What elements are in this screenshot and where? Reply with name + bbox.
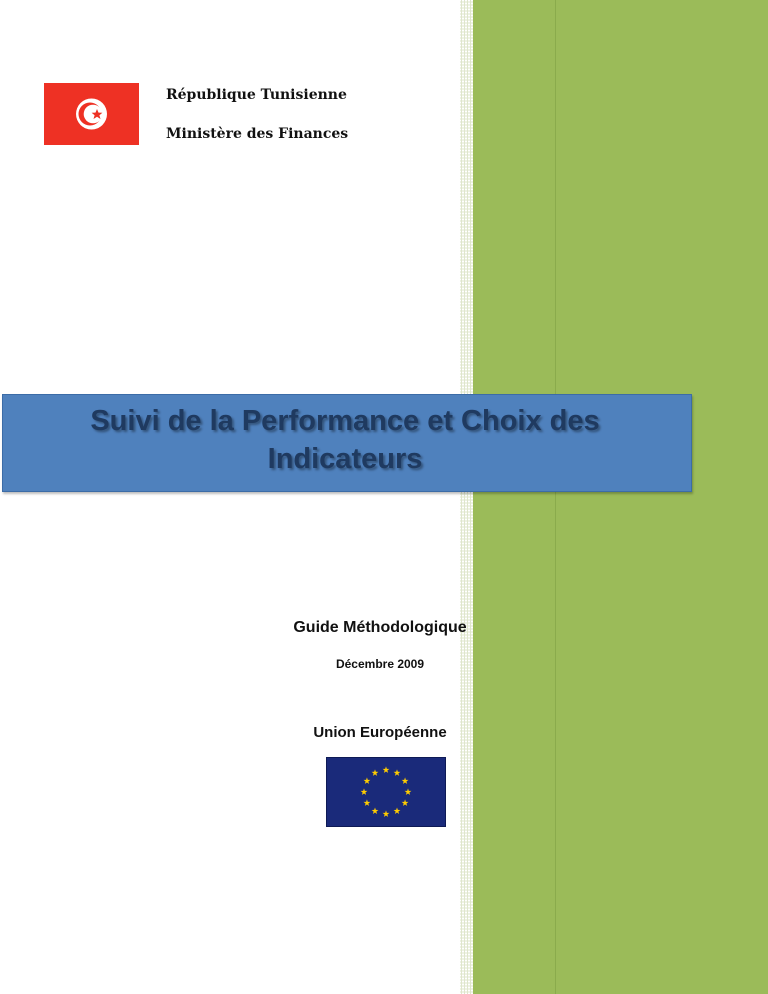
eu-star-icon: [402, 777, 409, 784]
publication-date: Décembre 2009: [335, 657, 425, 671]
eu-star-icon: [361, 788, 368, 795]
guide-label: Guide Méthodologique: [293, 619, 467, 636]
eu-star-icon: [364, 799, 371, 806]
eu-star-icon: [383, 766, 390, 773]
title-line-1: Suivi de la Performance et Choix des: [90, 405, 600, 437]
ministry-name: Ministère des Finances: [166, 126, 349, 142]
title-line-2: Indicateurs: [267, 443, 423, 475]
eu-flag-icon: [326, 757, 446, 827]
tunisia-flag-icon: [44, 83, 139, 145]
decorative-green-divider: [555, 0, 556, 994]
decorative-green-panel: [473, 0, 768, 994]
eu-star-icon: [394, 769, 401, 776]
document-title: [0, 402, 690, 478]
country-name: République Tunisienne: [166, 87, 347, 103]
eu-star-icon: [383, 810, 390, 817]
eu-star-icon: [364, 777, 371, 784]
eu-star-icon: [402, 799, 409, 806]
partner-name: Union Européenne: [313, 724, 447, 741]
decorative-dotted-band: [460, 0, 473, 994]
eu-star-icon: [372, 807, 379, 814]
eu-star-icon: [394, 807, 401, 814]
eu-star-icon: [372, 769, 379, 776]
eu-star-icon: [405, 788, 412, 795]
